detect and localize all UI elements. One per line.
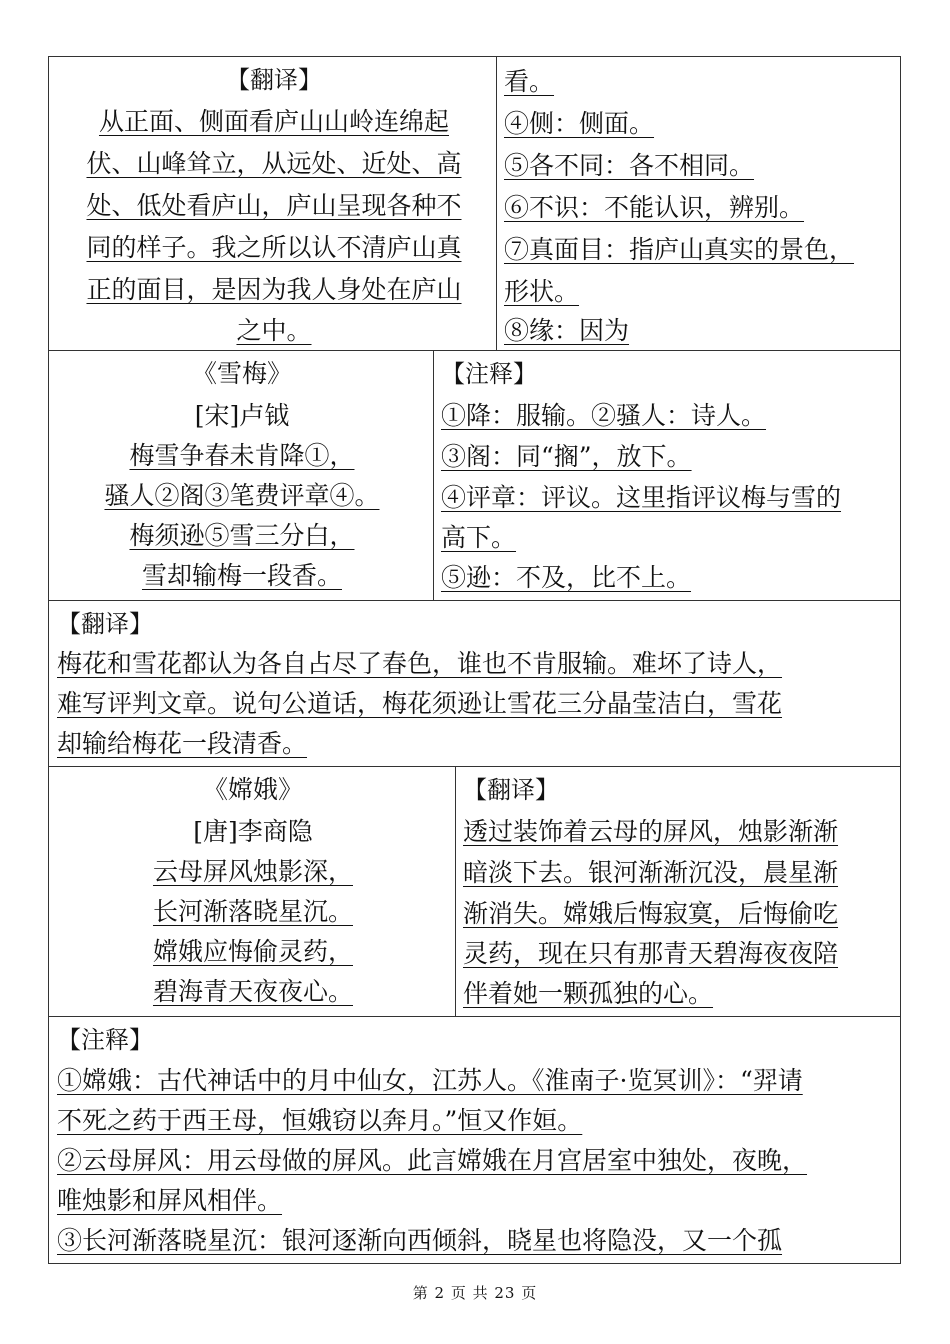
translation-line: 渐消失。嫦娥后悔寂寞，后悔偷吃 — [463, 899, 839, 928]
note-line: ⑦真面目：指庐山真实的景色， — [504, 235, 855, 264]
translation-line: 同的样子。我之所以认不清庐山真 — [86, 233, 462, 262]
note-line: 形状。 — [504, 277, 580, 306]
translation-heading: 【翻译】 — [57, 610, 153, 638]
xuemei-poem-cell — [53, 351, 431, 600]
note-line: ②云母屏风：用云母做的屏风。此言嫦娥在月宫居室中独处，夜晚， — [57, 1146, 808, 1175]
note-line: 高下。 — [441, 523, 517, 552]
poem-title: 《雪梅》 — [191, 359, 292, 388]
change-poem-cell — [53, 767, 453, 1016]
translation-line: 难写评判文章。说句公道话，梅花须逊让雪花三分晶莹洁白，雪花 — [57, 689, 783, 718]
column-divider — [433, 350, 434, 600]
poem-line: 长河渐落晓星沉。 — [152, 897, 353, 926]
poem-title: 《嫦娥》 — [202, 775, 303, 804]
note-line: 不死之药于西王母，恒娥窃以奔月。”恒又作姮。 — [57, 1106, 583, 1135]
note-line: ③阁：同“搁”，放下。 — [441, 442, 692, 471]
notes-heading: 【注释】 — [441, 360, 537, 388]
translation-line: 却输给梅花一段清香。 — [57, 729, 308, 758]
note-line: ④侧：侧面。 — [504, 109, 655, 138]
translation-line: 处、低处看庐山，庐山呈现各种不 — [86, 191, 462, 220]
poem-author: [唐]李商隐 — [193, 817, 313, 846]
translation-line: 梅花和雪花都认为各自占尽了春色，谁也不肯服输。难坏了诗人， — [57, 649, 783, 678]
poem-line: 梅雪争春未肯降①， — [129, 441, 355, 470]
xuemei-translation-cell — [57, 601, 897, 766]
note-line: ⑧缘：因为 — [504, 316, 630, 345]
poem-line: 骚人②阁③笔费评章④。 — [104, 481, 380, 510]
translation-line: 伏、山峰耸立，从远处、近处、高 — [86, 149, 462, 178]
poem-line: 梅须逊⑤雪三分白， — [129, 521, 355, 550]
translation-heading: 【翻译】 — [226, 66, 322, 94]
column-divider — [455, 766, 456, 1016]
translation-line: 伴着她一颗孤独的心。 — [463, 979, 714, 1008]
note-line: 唯烛影和屏风相伴。 — [57, 1186, 283, 1215]
note-line: 看。 — [504, 67, 555, 96]
note-line: ①降：服输。②骚人：诗人。 — [441, 401, 767, 430]
poem-line: 碧海青天夜夜心。 — [152, 977, 353, 1006]
page-footer: 第 2 页 共 23 页 — [412, 1284, 538, 1302]
lushan-translation-cell — [55, 57, 493, 350]
note-line: ⑤逊：不及，比不上。 — [441, 563, 692, 592]
lushan-notes-cell — [504, 57, 898, 350]
document-table — [48, 56, 901, 1264]
notes-heading: 【注释】 — [57, 1026, 153, 1054]
translation-line: 从正面、侧面看庐山山岭连绵起 — [98, 107, 449, 136]
translation-line: 正的面目，是因为我人身处在庐山 — [86, 275, 462, 304]
column-divider — [496, 57, 497, 350]
change-notes-cell — [57, 1017, 897, 1263]
note-line: ①嫦娥：古代神话中的月中仙女，江苏人。《淮南子·览冥训》：“羿请 — [57, 1066, 803, 1095]
change-translation-cell — [463, 767, 899, 1016]
translation-line: 暗淡下去。银河渐渐沉没，晨星渐 — [463, 858, 839, 887]
xuemei-notes-cell — [441, 351, 899, 600]
translation-line: 之中。 — [236, 316, 312, 345]
poem-line: 雪却输梅一段香。 — [141, 561, 342, 590]
translation-line: 灵药，现在只有那青天碧海夜夜陪 — [463, 939, 839, 968]
translation-heading: 【翻译】 — [463, 776, 559, 804]
note-line: ⑥不识：不能认识，辨别。 — [504, 193, 805, 222]
poem-author: [宋]卢钺 — [194, 401, 290, 430]
note-line: ④评章：评议。这里指评议梅与雪的 — [441, 483, 842, 512]
poem-line: 嫦娥应悔偷灵药， — [152, 937, 353, 966]
note-line: ③长河渐落晓星沉：银河逐渐向西倾斜，晓星也将隐没，又一个孤 — [57, 1226, 783, 1255]
poem-line: 云母屏风烛影深， — [152, 857, 353, 886]
translation-line: 透过装饰着云母的屏风，烛影渐渐 — [463, 817, 839, 846]
note-line: ⑤各不同：各不相同。 — [504, 151, 755, 180]
